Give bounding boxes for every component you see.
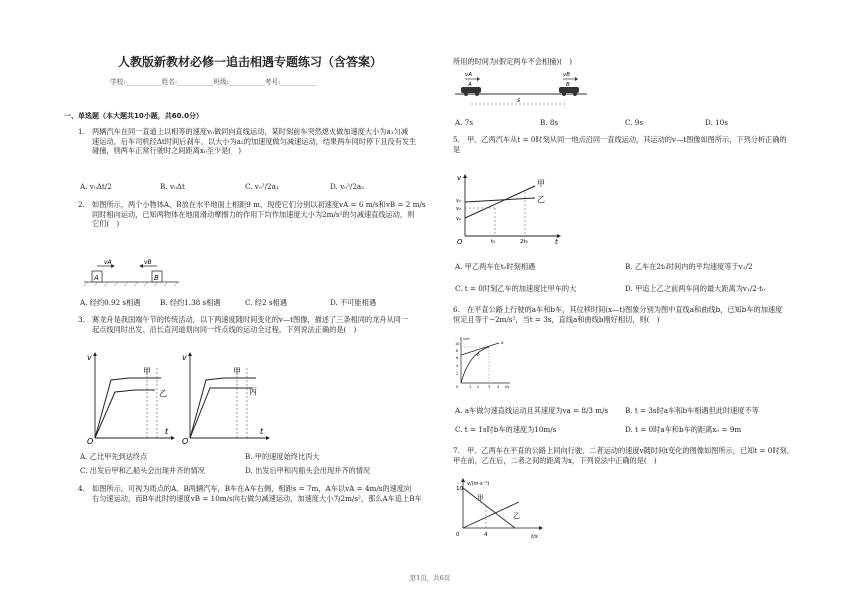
q6-y8: 8 — [456, 349, 459, 353]
q6-origin: 0 — [456, 385, 459, 389]
q3-left-t-label: t — [165, 427, 169, 436]
q1-option-b[interactable]: B. v₀Δt — [160, 182, 185, 191]
q5-option-b[interactable]: B. 乙车在2t₀时间内的平均速度等于v₂/2 — [625, 262, 753, 271]
q6-line-a — [461, 343, 499, 355]
q5-option-a[interactable]: A. 甲乙两车在t₀时刻相遇 — [455, 262, 536, 271]
q4-s-label: s — [517, 97, 521, 104]
q1-option-c[interactable]: C. v₀²/2a₁ — [245, 182, 279, 191]
question-7: 7. 甲、乙两车在平直的公路上同向行驶，二者运动的速度v随时间t变化的图像如图所示，已知t = 0时刻， 甲在前，乙在后，二者之间的距离为x，下列说法中正确的是( ) — [453, 446, 794, 465]
question-4: 4. 如图所示，可视为质点的A、B两辆汽车，B车在A车右侧，相距s = 7m，A车以vA = 4m/s的速度向 右匀速运动，而B车此时的速度vB = 10m/s向右做匀减速运动，加速度大小为2m/s²，那么A车追上B车 — [78, 484, 422, 503]
q3-right-v-label: v — [182, 353, 187, 362]
q6-option-d[interactable]: D. t = 0时a车和b车的距离x₀ = 9m — [625, 425, 742, 434]
q3-left-jia: 甲 — [143, 367, 151, 376]
q4-figure — [455, 70, 590, 110]
block-a-label: A — [94, 274, 99, 282]
q2-option-d[interactable]: D. 不可能相遇 — [330, 298, 377, 307]
q6-a-label: a — [501, 340, 504, 345]
question-4-continued: 所用的时间为(假定两车不会相撞)( ) — [453, 57, 573, 66]
q4-option-d[interactable]: D. 10s — [705, 118, 728, 127]
section-heading: 一、单选题（本大题共10小题，共60.0分） — [64, 112, 204, 120]
q5-t-label: t — [555, 238, 558, 246]
q5-figure — [455, 172, 565, 247]
page-footer: 第1页，共6页 — [409, 574, 451, 582]
q7-x4: 4 — [484, 532, 488, 538]
q5-line-yi — [465, 198, 535, 202]
q7-line-jia — [463, 488, 515, 528]
vb-label: vB — [144, 259, 152, 266]
q3-option-c[interactable]: C. 出发后甲和乙船头会出现并齐的情况 — [80, 466, 205, 475]
q4-option-a[interactable]: A. 7s — [455, 118, 474, 127]
block-b-label: B — [154, 274, 159, 282]
q4-option-b[interactable]: B. 8s — [540, 118, 559, 127]
va-label: vA — [104, 259, 112, 266]
page-title: 人教版新教材必修一追击相遇专题练习（含答案） — [117, 55, 382, 69]
q7-yi-label: 乙 — [513, 512, 520, 520]
q6-x-label: x/m — [463, 337, 470, 341]
q5-line-jia — [465, 186, 535, 218]
q6-y6: 6 — [456, 356, 459, 360]
q6-t-label: t/s — [505, 385, 510, 389]
q6-y4: 4 — [456, 364, 459, 368]
q6-b-label: b — [477, 352, 480, 357]
q7-v-label: v/(m·s⁻¹) — [467, 481, 490, 487]
q3-graph-left — [87, 352, 175, 445]
q5-jia-label: 甲 — [537, 179, 545, 188]
q3-option-a[interactable]: A. 乙比甲先到达终点 — [80, 452, 148, 461]
q6-option-b[interactable]: B. t = 3s时a车和b车相遇但此时速度不等 — [625, 406, 759, 415]
q7-origin: 0 — [456, 532, 460, 538]
q4-a-label: A — [468, 82, 472, 88]
q4-vb-label: vB — [563, 72, 571, 78]
q3-right-origin: O — [182, 437, 189, 445]
question-1: 1. 两辆汽车在同一直道上以相等的速度v₀做同向直线运动，某时刻前车突然熄火做加速度大小为a₁匀减 速运动，后车司机经Δt时间后刹车，以大小为a₂的加速度做匀减速运动，结果两车同时停下且没有发生 碰撞，则两车正常行驶时之间距离x₀至少是( ) — [78, 127, 417, 156]
q5-v1-label: v₁ — [456, 198, 461, 204]
q5-v-label: v — [457, 174, 462, 182]
question-3: 3. 赛龙舟是我国端午节的传统活动，以下两速度随时间变化的v—t图像，描述了三条相同的龙舟从同一 起点线同时出发、沿长直河道划向同一终点线的运动全过程，下列说法正确的是( ) — [78, 315, 409, 334]
q1-option-a[interactable]: A. v₀Δt/2 — [80, 182, 112, 191]
q2-option-b[interactable]: B. 经约1.38 s相遇 — [160, 298, 221, 307]
q6-y2: 2 — [456, 372, 459, 376]
q6-curve-b — [461, 347, 489, 383]
q5-origin: O — [457, 238, 463, 246]
q3-figure — [85, 350, 270, 445]
q6-x4: 4 — [497, 385, 500, 389]
q5-v3-label: v₂ — [456, 216, 461, 222]
q3-left-v-label: v — [87, 353, 92, 362]
q3-left-origin: O — [87, 437, 94, 445]
q6-option-a[interactable]: A. a车做匀速直线运动且其速度为va = 8/3 m/s — [455, 406, 609, 415]
q5-t0-label: t₀ — [491, 239, 496, 245]
q4-b-label: B — [566, 82, 570, 88]
q3-right-t-label: t — [260, 427, 264, 436]
q5-v2-label: v₂ — [456, 206, 461, 212]
q7-jia-label: 甲 — [477, 494, 484, 502]
q2-figure — [84, 256, 184, 286]
question-6: 6. 在平直公路上行驶的a车和b车，其位移时间(x—t)图象分别为图中直线a和曲线b，已知b车的加速度 恒定且等于−2m/s²，当t = 3s，直线a和曲线b刚好相切，则( ) — [453, 305, 783, 324]
question-5: 5. 甲、乙两汽车从t = 0时刻从同一地点沿同一直线运动，其运动的v—t图像如图所示，下列分析正确的 是 — [453, 135, 787, 154]
q7-t-label: t/s — [531, 534, 538, 540]
q3-right-bing: 丙 — [249, 387, 257, 396]
q3-left-yi: 乙 — [159, 389, 167, 398]
q6-x3: 3 — [488, 385, 491, 389]
q3-option-d[interactable]: D. 出发后甲和丙船头会出现并齐的情况 — [245, 466, 371, 475]
q3-option-b[interactable]: B. 甲的速度始终比丙大 — [245, 452, 320, 461]
q7-figure — [455, 478, 545, 540]
q5-option-d[interactable]: D. 甲追上乙之前两车间的最大距离为v₁/2·t₀ — [625, 284, 765, 293]
q6-figure — [455, 335, 515, 390]
q6-x1: 1 — [469, 385, 472, 389]
q7-y10: 10 — [456, 486, 463, 492]
q5-2t0-label: 2t₀ — [520, 239, 528, 245]
q5-option-c[interactable]: C. t = 0时刻乙车的加速度比甲车的大 — [455, 284, 577, 293]
q6-x2: 2 — [477, 385, 480, 389]
student-info: 学校:___________姓名:___________班级:___________考号:___________ — [110, 78, 317, 86]
question-2: 2. 如图所示，两个小物体A、B放在水平地面上相距9 m，现使它们分别以初速度vA = 6 m/s和vB = 2 m/s 同时相向运动，已知两物体在地面滑动摩擦力的作用下均作加速度大小为2m/s²的匀减速直线运动，则 它们( ) — [78, 200, 426, 229]
q5-yi-label: 乙 — [537, 195, 545, 204]
q6-option-c[interactable]: C. t = 1s时b车的速度为10m/s — [455, 425, 557, 434]
q4-va-label: vA — [465, 72, 473, 78]
q2-option-c[interactable]: C. 经2 s相遇 — [245, 298, 287, 307]
q6-y10: 10 — [455, 342, 460, 346]
q4-option-c[interactable]: C. 9s — [625, 118, 644, 127]
q1-option-d[interactable]: D. v₀²/2a₂ — [330, 182, 365, 191]
q3-right-jia: 甲 — [233, 367, 241, 376]
q2-option-a[interactable]: A. 经约0.92 s相遇 — [80, 298, 141, 307]
q3-graph-right — [182, 352, 270, 445]
